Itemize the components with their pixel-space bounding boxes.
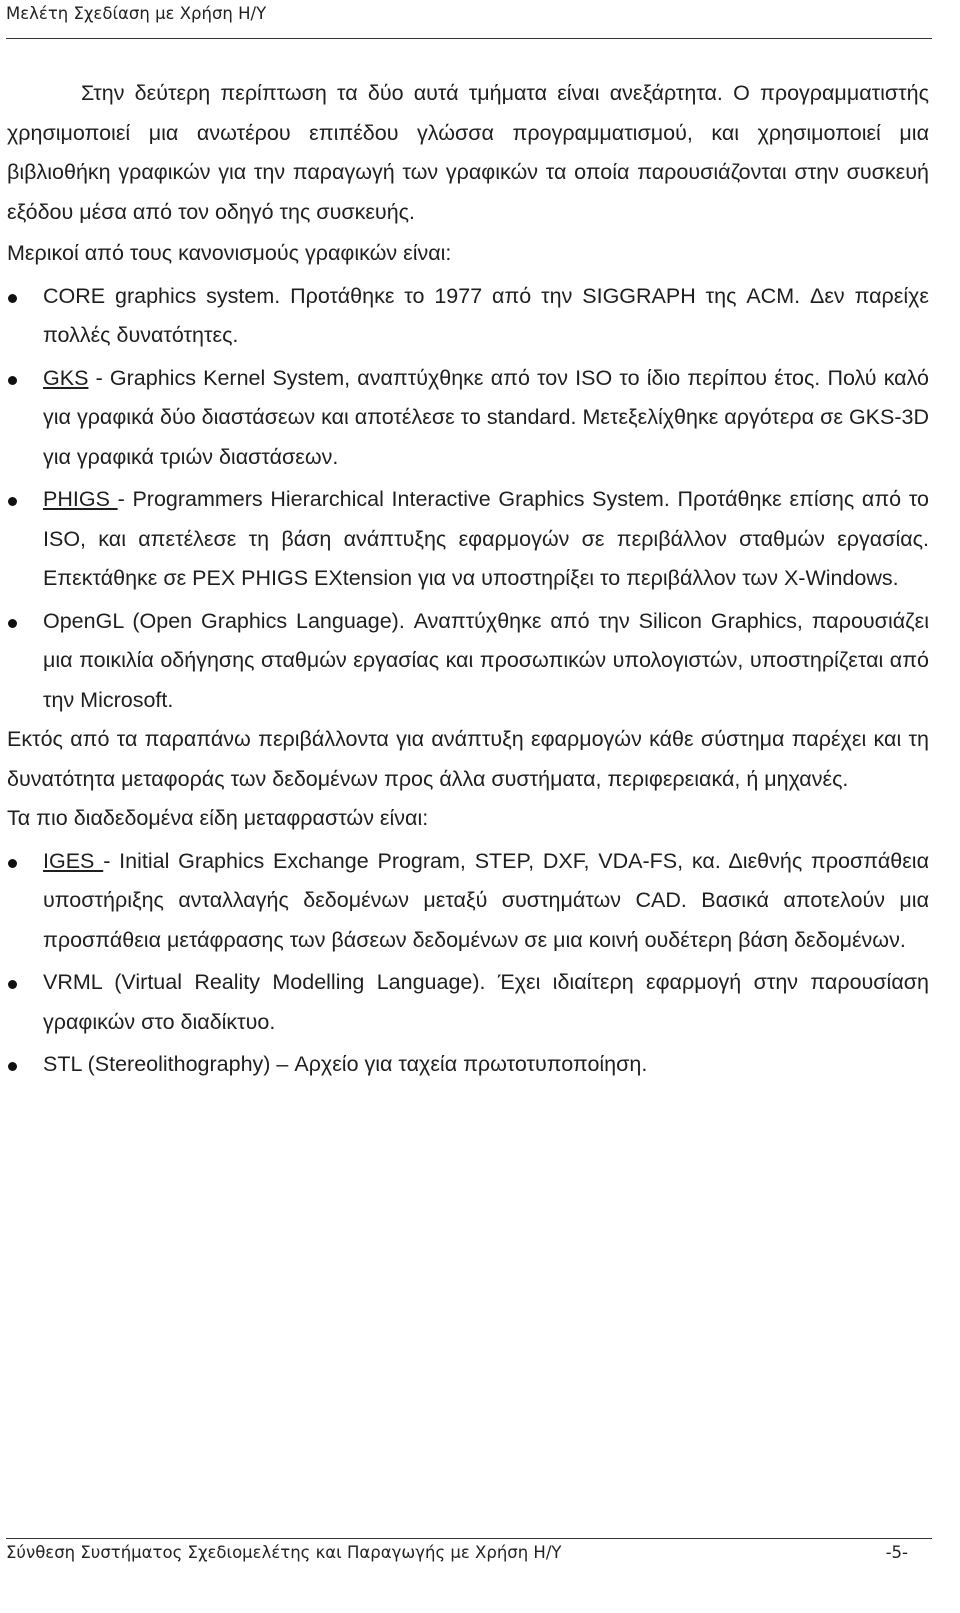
translators-list xyxy=(7,842,929,1085)
list-item-text: CORE graphics system. Προτάθηκε το 1977 από την SIGGRAPH της ACM. Δεν παρείχε πολλές δυνατότητες. xyxy=(43,283,929,347)
list-item-text: - Initial Graphics Exchange Program, STEP, DXF, VDA-FS, κα. Διεθνής προσπάθεια υποστήριξης ανταλλαγής δεδομένων μεταξύ συστημάτων CAD. Βασικά αποτελούν μια προσπάθεια μετάφρασης των βάσεων δεδομένων σε μια κοινή ουδέτερη βάση δεδομένων. xyxy=(43,848,929,952)
list-item xyxy=(7,277,929,356)
list-item-text: OpenGL (Open Graphics Language). Αναπτύχθηκε από την Silicon Graphics, παρουσιάζει μια ποικιλία οδήγησης σταθμών εργασίας και προσωπικών υπολογιστών, υποστηρίζεται από την Microsoft. xyxy=(43,608,929,712)
list-item-term: PHIGS xyxy=(43,487,118,511)
page-number: -5- xyxy=(885,1543,908,1562)
transfer-paragraph: Εκτός από τα παραπάνω περιβάλλοντα για ανάπτυξη εφαρμογών κάθε σύστημα παρέχει και τη δυνατότητα μεταφοράς των δεδομένων προς άλλα συστήματα, περιφερειακά, ή μηχανές. xyxy=(7,727,929,791)
list-item-text: - Programmers Hierarchical Interactive Graphics System. Προτάθηκε επίσης από το ISO, και απετέλεσε τη βάση ανάπτυξης εφαρμογών σε περιβάλλον σταθμών εργασίας. Επεκτάθηκε σε PEX PHIGS EXtension για να υποστηρίξει το περιβάλλον των X-Windows. xyxy=(43,487,929,590)
translators-heading: Τα πιο διαδεδομένα είδη μεταφραστών είναι: xyxy=(7,806,429,830)
standards-list xyxy=(7,277,929,721)
list-item xyxy=(7,1045,929,1085)
list-item-text: - Graphics Kernel System, αναπτύχθηκε από τον ISO το ίδιο περίπου έτος. Πολύ καλό για γραφικά δύο διαστάσεων και αποτέλεσε το standard. Μετεξελίχθηκε αργότερα σε GKS-3D για γραφικά τριών διαστάσεων. xyxy=(43,365,929,469)
list-item xyxy=(7,963,929,1042)
list-item xyxy=(7,602,929,721)
list-item xyxy=(7,480,929,599)
intro-paragraph: Στην δεύτερη περίπτωση τα δύο αυτά τμήματα είναι ανεξάρτητα. Ο προγραμματιστής χρησιμοποιεί μια ανωτέρου επιπέδου γλώσσα προγραμματισμού, και χρησιμοποιεί μια βιβλιοθήκη γραφικών για την παραγωγή των γραφικών τα οποία παρουσιάζονται στην συσκευή εξόδου μέσα από τον οδηγό της συσκευής. xyxy=(7,81,929,224)
list-item xyxy=(7,842,929,961)
page-body xyxy=(7,74,929,1085)
list-item-term: IGES xyxy=(43,848,104,873)
list-item-term: GKS xyxy=(43,365,89,390)
header-title: Μελέτη Σχεδίαση με Χρήση Η/Υ xyxy=(6,4,267,23)
standards-heading: Μερικοί από τους κανονισμούς γραφικών είναι: xyxy=(7,241,452,265)
page-header xyxy=(6,4,932,39)
footer-title: Σύνθεση Συστήματος Σχεδιομελέτης και Παραγωγής με Χρήση Η/Υ xyxy=(6,1543,562,1562)
page-footer xyxy=(6,1538,932,1562)
list-item-text: STL (Stereolithography) – Αρχείο για ταχεία πρωτοτυποποίηση. xyxy=(43,1052,648,1076)
list-item xyxy=(7,359,929,478)
list-item-text: VRML (Virtual Reality Modelling Language). Έχει ιδιαίτερη εφαρμογή στην παρουσίαση γραφικών στο διαδίκτυο. xyxy=(43,970,929,1034)
